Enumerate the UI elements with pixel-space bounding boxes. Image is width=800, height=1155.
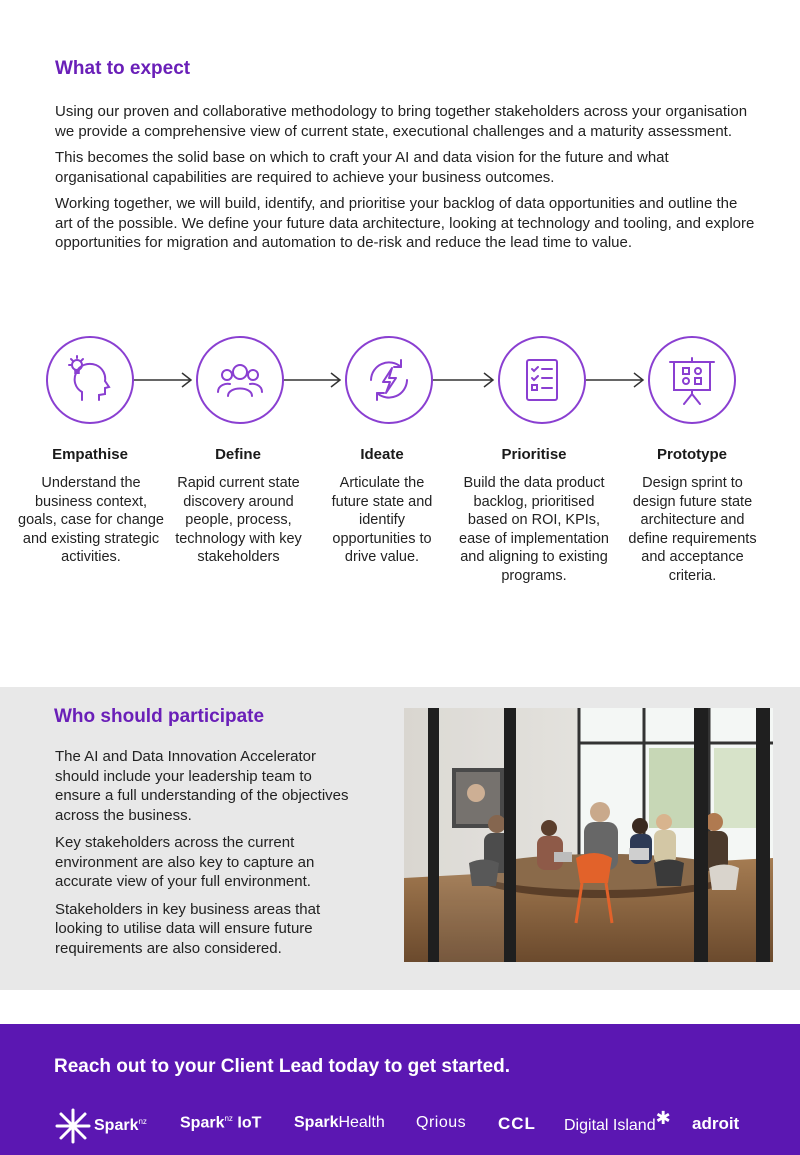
participants-paragraph-1: The AI and Data Innovation Accelerator should include your leadership team to ensure a full understanding of the objectives across the business.	[55, 748, 349, 824]
meeting-room-photo	[404, 708, 773, 962]
spark-health-logo	[294, 1114, 385, 1132]
step-desc-define: Rapid current state discovery around people, process, technology with key stakeholders	[175, 475, 302, 565]
people-group-icon	[196, 336, 284, 424]
qrious-logo: Qrious	[416, 1114, 467, 1131]
process-steps	[0, 330, 800, 620]
intro-paragraph-3: Working together, we will build, identify, and prioritise your backlog of data opportunities and outline the art of the possible. We define your future data architecture, looking at technology and tooling, and explore opportunities for migration and automation to de-risk and reduce the lead time to value.	[55, 195, 755, 251]
lightning-cycle-icon	[345, 336, 433, 424]
step-arrow-3	[433, 370, 498, 390]
intro-paragraph-2: This becomes the solid base on which to craft your AI and data vision for the future and what organisational capabilities are required to achieve your business outcomes.	[55, 149, 669, 186]
spark-iot-logo	[180, 1114, 261, 1132]
step-title-prototype: Prototype	[656, 446, 727, 463]
participants-text	[55, 747, 355, 966]
step-desc-empathise: Understand the business context, goals, case for change and existing strategic activities.	[18, 475, 164, 565]
ccl-logo: CCL	[498, 1114, 536, 1133]
step-arrow-4	[586, 370, 648, 390]
participants-paragraph-3: Stakeholders in key business areas that looking to utilise data will ensure future requirements are also considered.	[55, 900, 321, 957]
adroit-logo: adroit	[692, 1114, 740, 1133]
step-title-define: Define	[215, 446, 261, 463]
health-wordmark: Health	[338, 1114, 385, 1131]
step-desc-ideate: Articulate the future state and identify opportunities to drive value.	[331, 475, 433, 565]
intro-paragraph-1: Using our proven and collaborative methodology to bring together stakeholders across your organisation we provide a comprehensive view of current state, executional challenges and a maturity assessment.	[55, 103, 748, 140]
what-to-expect-section	[55, 58, 755, 260]
step-title-prioritise: Prioritise	[501, 446, 567, 463]
footer-banner	[0, 1024, 800, 1155]
spark-wordmark: Spark	[94, 1117, 139, 1134]
who-should-participate-section	[0, 687, 800, 990]
checklist-icon	[498, 336, 586, 424]
asterisk-icon: ✱	[655, 1108, 671, 1128]
digital-island-wordmark: Digital Island	[564, 1117, 656, 1134]
spark-health-spark-wordmark: Spark	[294, 1114, 339, 1131]
who-should-participate-heading: Who should participate	[54, 706, 265, 727]
step-arrow-1	[134, 370, 196, 390]
step-arrow-2	[284, 370, 345, 390]
what-to-expect-heading: What to expect	[55, 58, 191, 79]
iot-wordmark: IoT	[237, 1114, 262, 1132]
step-desc-prototype: Design sprint to design future state architecture and define requirements and acceptance criteria.	[628, 475, 757, 584]
brand-logos	[54, 1107, 754, 1143]
head-lightbulb-icon	[46, 336, 134, 424]
nz-superscript: nz	[138, 1116, 147, 1126]
presentation-board-icon	[648, 336, 736, 424]
spark-star-icon	[54, 1107, 92, 1145]
step-title-ideate: Ideate	[360, 446, 404, 463]
call-to-action: Reach out to your Client Lead today to get started.	[54, 1056, 511, 1077]
spark-iot-nz-superscript: nz	[224, 1114, 233, 1123]
participants-paragraph-2: Key stakeholders across the current environment are also key to capture an accurate view of your full environment.	[55, 834, 315, 890]
step-title-empathise: Empathise	[52, 446, 128, 463]
spark-iot-wordmark: Spark	[180, 1114, 225, 1132]
spark-nz-logo	[54, 1107, 147, 1145]
digital-island-logo	[564, 1108, 671, 1135]
step-desc-prioritise: Build the data product backlog, prioritised based on ROI, KPIs, ease of implementation and aligning to existing programs.	[459, 475, 609, 584]
